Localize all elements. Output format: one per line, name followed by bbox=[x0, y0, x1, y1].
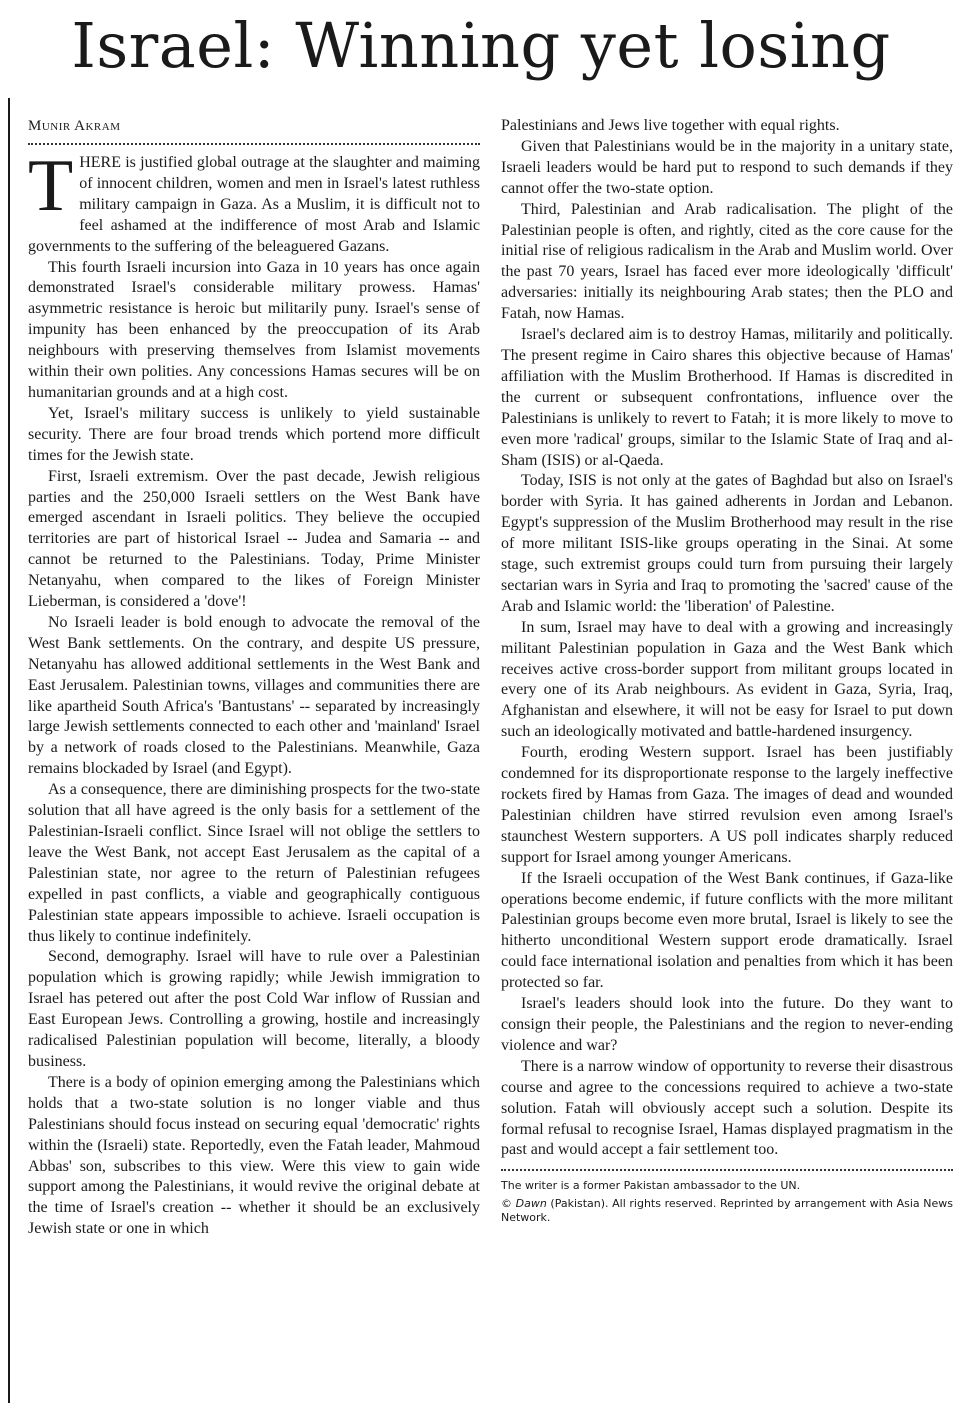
left-body bbox=[28, 145, 480, 1240]
paragraph: There is a narrow window of opportunity to reverse their disastrous course and agree to the concessions required to achieve a two-state solution. Fatah will obviously accept such a solution. Despite its formal refusal to recognise Israel, Hamas displayed pragmatism in the past and would accept a fair settlement too. bbox=[501, 1057, 953, 1159]
paragraph: In sum, Israel may have to deal with a growing and increasingly militant Palestinian population in Gaza and the West Bank which receives active cross-border support from militant groups located in every one of its Arab neighbours. As evident in Gaza, Syria, Iraq, Afghanistan and elsewhere, it will not be easy for Israel to put down such an ideologically motivated and battle-hardened insurgency. bbox=[501, 618, 953, 741]
paragraph: There is a body of opinion emerging among the Palestinians which holds that a two-state solution is no longer viable and thus Palestinians should focus instead on securing equal 'democratic' rights within the (Israeli) state. Reportedly, even the Fatah leader, Mahmoud Abbas' son, subscribes to this view. Were this view to gain wide support among the Palestinians, it would revive the original debate at the time of Israel's creation -- whether it should be an exclusively Jewish state or one in which bbox=[28, 1073, 480, 1238]
paragraph: Fourth, eroding Western support. Israel has been justifiably condemned for its disproportionate response to the largely ineffective rockets fired by Hamas from Gaza. The images of dead and wounded Palestinian children have stirred revulsion even among Israel's staunchest Western supporters. A US poll indicates sharply reduced support for Israel among younger Americans. bbox=[501, 744, 953, 866]
footer-divider bbox=[501, 1169, 953, 1171]
drop-cap: T bbox=[28, 145, 74, 227]
author-byline: Munir Akram bbox=[28, 118, 121, 134]
paragraph: Second, demography. Israel will have to rule over a Palestinian population which is growing rapidly; while Jewish immigration to Israel has petered out after the post Cold War inflow of Russian and East European Jews. Controlling a growing, hostile and increasingly radicalised Palestinian population will become, literally, a bloody business. bbox=[28, 948, 480, 1070]
paragraph: If the Israeli occupation of the West Bank continues, if Gaza-like operations become endemic, if future conflicts with the more militant Palestinian groups become even more brutal, Israel is likely to see the hitherto unconditional Western support erode dramatically. Israel could face international isolation and penalties from which it has been protected so far. bbox=[501, 869, 953, 992]
opening-paragraph bbox=[28, 145, 480, 258]
paragraph: Given that Palestinians would be in the majority in a unitary state, Israeli leaders would be hard put to respond to such demands if they cannot offer the two-state option. bbox=[501, 137, 953, 197]
right-column bbox=[501, 116, 953, 1229]
paragraph: Yet, Israel's military success is unlikely to yield sustainable security. There are four broad trends which portend more difficult times for the Jewish state. bbox=[28, 404, 480, 464]
paragraph: Palestinians and Jews live together with equal rights. bbox=[501, 117, 840, 134]
paragraph: Israel's declared aim is to destroy Hamas, militarily and politically. The present regime in Cairo shares this objective because of Hamas' affiliation with the Muslim Brotherhood. If Hamas is discredited in the current or subsequent confrontations, influence over the Palestinians is unlikely to revert to Fatah; it is more likely to move to even more 'radical' groups, similar to the Islamic State of Iraq and al-Sham (ISIS) or al-Qaeda. bbox=[501, 326, 953, 469]
article-headline: Israel: Winning yet losing bbox=[71, 9, 891, 82]
copyright-prefix: © bbox=[501, 1197, 516, 1211]
author-note: The writer is a former Pakistan ambassador to the UN. bbox=[501, 1179, 801, 1193]
paragraph: First, Israeli extremism. Over the past decade, Jewish religious parties and the 250,000 Israeli settlers on the West Bank have emerged ascendant in Israeli politics. They believe the occupied territories are part of historical Israel -- Judea and Samaria -- and cannot be returned to the Palestinians. Today, Prime Minister Netanyahu, when compared to the likes of Foreign Minister Lieberman, is considered a 'dove'! bbox=[28, 467, 480, 611]
opening-paragraph-text: HERE is justified global outrage at the slaughter and maiming of innocent children, women and men in Israel's latest ruthless military campaign in Gaza. As a Muslim, it is difficult not to feel ashamed at the indifference of most Arab and Islamic governments to the suffering of the beleaguered Gazans. bbox=[28, 154, 480, 255]
right-body bbox=[501, 116, 953, 1161]
copyright-note bbox=[501, 1197, 953, 1225]
paragraph: No Israeli leader is bold enough to advocate the removal of the West Bank settlements. On the contrary, and despite US pressure, Netanyahu has allowed additional settlements in the West Bank and East Jerusalem. Palestinian towns, villages and communities there are like apartheid South Africa's 'Bantustans' -- separated by increasingly large Jewish settlements connected to each other and 'mainland' Israel by a network of roads closed to the Palestinians. Meanwhile, Gaza remains blockaded by Israel (and Egypt). bbox=[28, 613, 480, 778]
left-column bbox=[28, 116, 480, 1240]
paragraph: This fourth Israeli incursion into Gaza in 10 years has once again demonstrated Israel's considerable military prowess. Hamas' asymmetric resistance is heroic but militarily puny. Israel's sense of impunity has been enhanced by the preoccupation of its Arab neighbours with preserving themselves from Islamist movements within their own polities. Any concessions Hamas secures will be on humanitarian grounds and at a high cost. bbox=[28, 258, 480, 401]
paragraph: As a consequence, there are diminishing prospects for the two-state solution that all have agreed is the only basis for a settlement of the Palestinian-Israeli conflict. Since Israel will not oblige the settlers to leave the West Bank, not accept East Jerusalem as the capital of a Palestinian state, nor agree to the return of Palestinian refugees expelled in past conflicts, a viable and geographically contiguous Palestinian state appears impossible to achieve. Israeli occupation is thus likely to continue indefinitely. bbox=[28, 781, 480, 945]
paragraph: Israel's leaders should look into the future. Do they want to consign their people, the Palestinians and the region to never-ending violence and war? bbox=[501, 995, 953, 1054]
copyright-text: (Pakistan). All rights reserved. Reprinted by arrangement with Asia News Network. bbox=[501, 1197, 953, 1225]
paragraph: Third, Palestinian and Arab radicalisation. The plight of the Palestinian people is often, and rightly, cited as the core cause for the initial rise of religious radicalism in the Arab and Muslim world. Over the past 70 years, Israel has faced ever more ideologically 'difficult' adversaries: initially its neighbouring Arab states; then the PLO and Fatah, now Hamas. bbox=[501, 200, 953, 323]
paragraph: Today, ISIS is not only at the gates of Baghdad but also on Israel's border with Syria. It has gained adherents in Jordan and Lebanon. Egypt's suppression of the Muslim Brotherhood may result in the rise of more militant ISIS-like groups operating in the Sinai. At some stage, such extremist groups could turn from pursuing their largely sectarian wars in Syria and Iraq to promoting the 'sacred' cause of the Arab and Islamic world: the 'liberation' of Palestine. bbox=[501, 472, 953, 615]
byline-divider bbox=[28, 143, 480, 145]
left-column-rule bbox=[8, 98, 10, 1403]
publication-name: Dawn bbox=[515, 1197, 547, 1211]
